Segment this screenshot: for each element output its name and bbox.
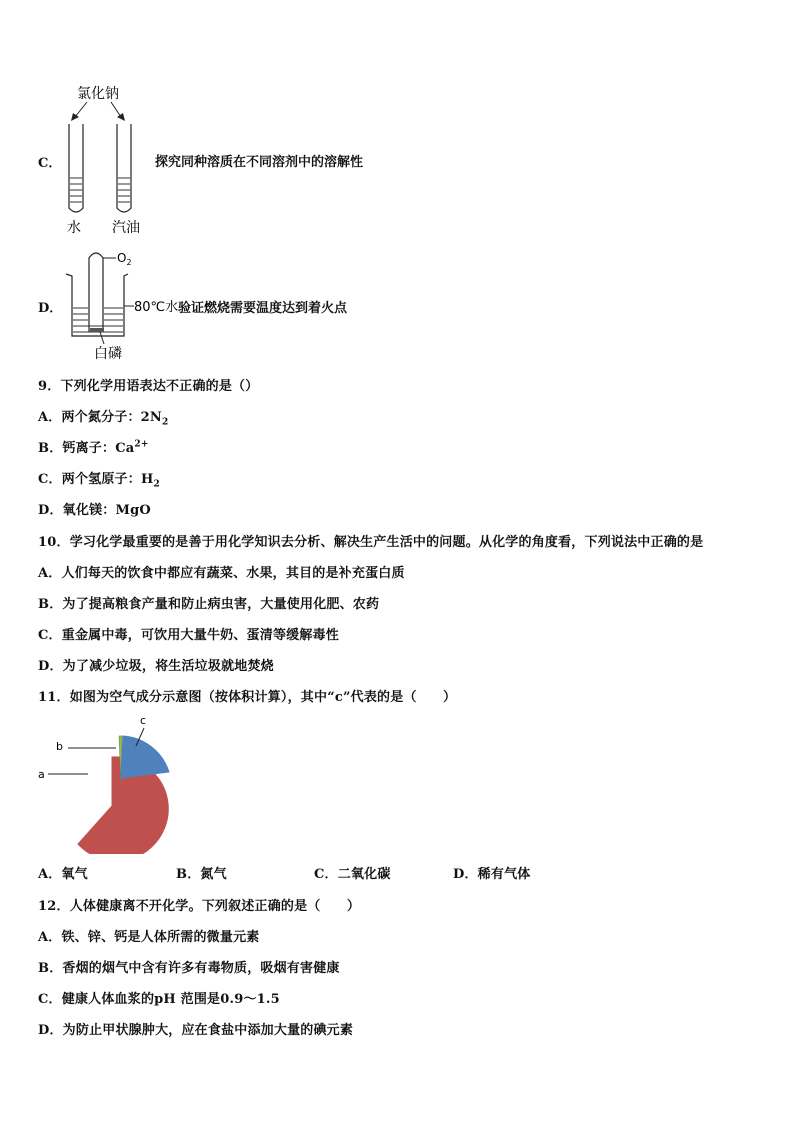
- option-d-label: D．: [38, 301, 63, 316]
- q11-option-a: A．氧气: [38, 867, 88, 882]
- q11-stem: 11．如图为空气成分示意图（按体积计算），其中“c”代表的是（ ）: [38, 690, 457, 705]
- q12-option-d: D．为防止甲状腺肿大，应在食盐中添加大量的碘元素: [38, 1023, 354, 1038]
- q12-option-b: B．香烟的烟气中含有许多有毒物质，吸烟有害健康: [38, 961, 340, 976]
- option-d-caption: 验证燃烧需要温度达到着火点: [178, 301, 348, 316]
- q9-option-c: C．两个氢原子：$H_2$: [38, 472, 160, 490]
- option-c-caption: 探究同种溶质在不同溶剂中的溶解性: [155, 155, 364, 170]
- pie-label-b: b: [56, 740, 63, 753]
- gasoline-label: 汽油: [112, 220, 140, 236]
- oxygen-label: $O_2$: [117, 251, 132, 267]
- air-composition-pie: [30, 712, 190, 854]
- beaker-diagram: [60, 244, 180, 366]
- water-label: 水: [67, 220, 81, 236]
- q9-stem: 9．下列化学用语表达不正确的是（）: [38, 379, 259, 394]
- q10-option-b: B．为了提高粮食产量和防止病虫害，大量使用化肥、农药: [38, 597, 380, 612]
- sodium-chloride-label: 氯化钠: [77, 86, 119, 102]
- q12-option-a: A．铁、锌、钙是人体所需的微量元素: [38, 930, 260, 945]
- q9-option-b: B．钙离子：$Ca^{2+}$: [38, 439, 149, 456]
- q11-option-b: B．氮气: [176, 867, 227, 882]
- q10-stem: 10．学习化学最重要的是善于用化学知识去分析、解决生产生活中的问题。从化学的角度看，下列说法中正确的是: [38, 535, 704, 550]
- q12-stem: 12．人体健康离不开化学。下列叙述正确的是（ ）: [38, 899, 361, 914]
- pie-label-c: c: [140, 714, 147, 727]
- q9-option-a: A．两个氮分子：$2N_2$: [38, 410, 169, 428]
- white-phosphorus-label: 白磷: [94, 346, 122, 362]
- q10-option-d: D．为了减少垃圾，将生活垃圾就地焚烧: [38, 659, 274, 674]
- pie-slice-c: [121, 736, 169, 778]
- q12-option-c: C．健康人体血浆的pH 范围是0.9～1.5: [38, 992, 280, 1007]
- q9-option-d: D．氧化镁：MgO: [38, 503, 151, 518]
- q11-option-c: C．二氧化碳: [314, 867, 391, 882]
- q10-option-c: C．重金属中毒，可饮用大量牛奶、蛋清等缓解毒性: [38, 628, 339, 643]
- q10-option-a: A．人们每天的饮食中都应有蔬菜、水果，其目的是补充蛋白质: [38, 566, 405, 581]
- temperature-label: 80℃水: [134, 300, 179, 315]
- test-tubes-diagram: [55, 80, 165, 240]
- option-c-label: C．: [38, 156, 62, 171]
- pie-label-a: a: [38, 768, 45, 781]
- q11-option-d: D．稀有气体: [453, 867, 531, 882]
